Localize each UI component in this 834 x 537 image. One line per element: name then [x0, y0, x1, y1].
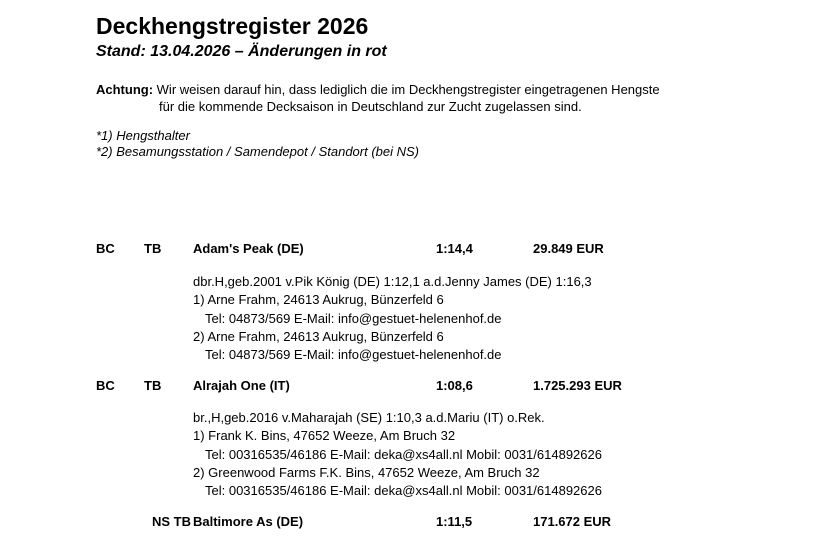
stallion-station-contact: Tel: 04873/569 E-Mail: info@gestuet-helenenhof.de	[205, 347, 502, 363]
stallion-owner-contact: Tel: 04873/569 E-Mail: info@gestuet-helenenhof.de	[205, 310, 502, 326]
stallion-type: TB	[144, 241, 162, 256]
stallion-pedigree: dbr.H,geb.2001 v.Pik König (DE) 1:12,1 a.d.Jenny James (DE) 1:16,3	[193, 274, 592, 289]
stallion-header-row	[0, 240, 834, 258]
stallion-owner: 1) Arne Frahm, 24613 Aukrug, Bünzerfeld 6	[193, 292, 444, 308]
stallion-station-contact: Tel: 00316535/46186 E-Mail: deka@xs4all.nl Mobil: 0031/614892626	[205, 483, 602, 499]
stallion-pedigree: br.,H,geb.2016 v.Maharajah (SE) 1:10,3 a.d.Mariu (IT) o.Rek.	[193, 410, 545, 425]
stallion-earnings: 29.849 EUR	[533, 241, 604, 256]
footnote-1: *1) Hengsthalter	[96, 128, 190, 143]
stallion-earnings: 1.725.293 EUR	[533, 378, 622, 393]
notice-label: Achtung:	[96, 82, 154, 97]
stallion-header-row	[0, 513, 834, 531]
stallion-time: 1:11,5	[436, 514, 473, 529]
stallion-name: Adam's Peak (DE)	[193, 241, 304, 256]
stallion-name: Baltimore As (DE)	[193, 514, 304, 529]
stallion-type: NS TB	[152, 514, 191, 529]
stallion-station: 2) Arne Frahm, 24613 Aukrug, Bünzerfeld 6	[193, 328, 444, 344]
stallion-time: 1:08,6	[436, 378, 473, 393]
stallion-code: BC	[96, 241, 115, 256]
footnote-2: *2) Besamungsstation / Samendepot / Standort (bei NS)	[96, 144, 420, 159]
notice-line-2: für die kommende Decksaison in Deutschland zur Zucht zugelassen sind.	[159, 99, 582, 114]
stallion-earnings: 171.672 EUR	[533, 514, 612, 529]
stallion-header-row	[0, 377, 834, 395]
stallion-owner: 1) Frank K. Bins, 47652 Weeze, Am Bruch 32	[193, 428, 456, 444]
footnotes	[96, 128, 419, 160]
page-title: Deckhengstregister 2026	[96, 13, 369, 39]
notice-text-1: Wir weisen darauf hin, dass lediglich die im Deckhengstregister eingetragenen Hengste	[153, 82, 660, 97]
stallion-name: Alrajah One (IT)	[193, 378, 290, 393]
stallion-type: TB	[144, 378, 162, 393]
page-subtitle: Stand: 13.04.2026 – Änderungen in rot	[96, 43, 387, 60]
stallion-details	[193, 409, 602, 500]
stallion-time: 1:14,4	[436, 241, 473, 256]
notice	[96, 81, 660, 115]
stallion-station: 2) Greenwood Farms F.K. Bins, 47652 Weeze, Am Bruch 32	[193, 464, 540, 480]
stallion-details	[193, 273, 592, 364]
stallion-code: BC	[96, 378, 115, 393]
notice-line-1	[96, 81, 660, 98]
stallion-owner-contact: Tel: 00316535/46186 E-Mail: deka@xs4all.nl Mobil: 0031/614892626	[205, 446, 602, 462]
